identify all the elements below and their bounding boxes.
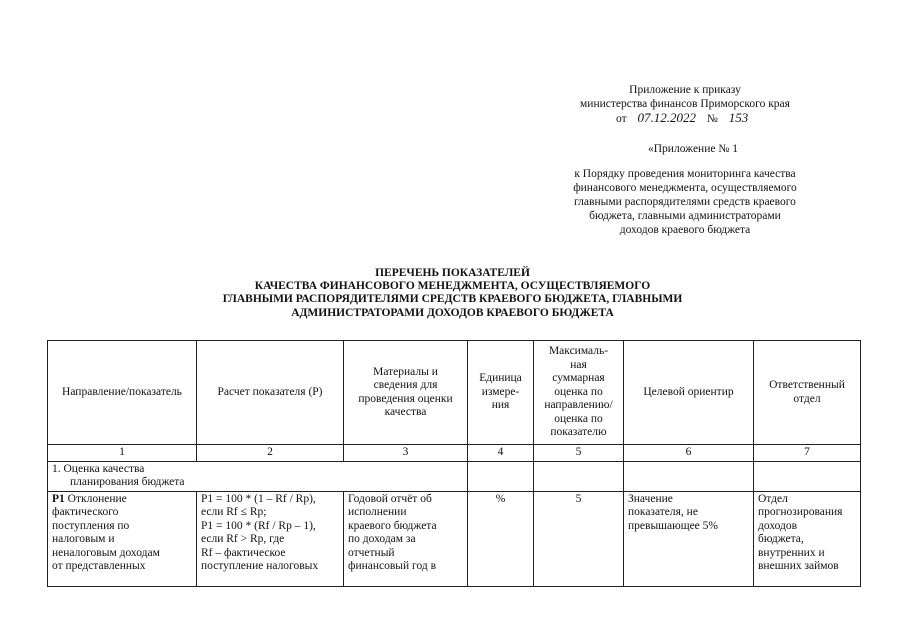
table-row — [48, 491, 861, 586]
order-number: 153 — [728, 110, 749, 125]
column-number: 3 — [344, 445, 468, 462]
from-label: от — [616, 113, 627, 125]
order-date: 07.12.2022 — [637, 110, 696, 125]
materials-cell: Годовой отчёт об исполнении краевого бюджета по доходам за отчетный финансовый год в — [344, 491, 468, 586]
appendix-line-2: министерства финансов Приморского края — [580, 98, 790, 110]
order-reference-line: к Порядку проведения мониторинга качества — [574, 168, 796, 180]
responsible-cell: Отдел прогнозирования доходов бюджета, внутренних и внешних займов — [754, 491, 861, 586]
indicator-cell: Р1 Отклонение фактического поступления по налоговым и неналоговым доходам от представленных — [48, 491, 197, 586]
header-target: Целевой ориентир — [624, 341, 754, 445]
section-title: 1. Оценка качества планирования бюджета — [48, 461, 468, 491]
indicator-code: Р1 — [52, 492, 65, 505]
column-number: 2 — [197, 445, 344, 462]
header-direction: Направление/показатель — [48, 341, 197, 445]
order-reference-line: главными распорядителями средств краевого — [574, 196, 796, 208]
calculation-cell: P1 = 100 * (1 – Rf / Rp), если Rf ≤ Rp; P1 = 100 * (Rf / Rp – 1), если Rf > Rp, где Rf – фактическое поступление налоговых — [197, 491, 344, 586]
order-reference-line: доходов краевого бюджета — [619, 224, 751, 236]
appendix-1-label: «Приложение № 1 — [648, 143, 738, 155]
indicators-table — [47, 340, 861, 587]
title-line: ГЛАВНЫМИ РАСПОРЯДИТЕЛЯМИ СРЕДСТВ КРАЕВОГО БЮДЖЕТА, ГЛАВНЫМИ — [222, 293, 683, 306]
column-number: 5 — [534, 445, 624, 462]
document-title — [180, 267, 725, 320]
header-unit: Единица измере- ния — [468, 341, 534, 445]
column-numbers-row — [48, 445, 861, 462]
column-number: 1 — [48, 445, 197, 462]
appendix-header — [560, 83, 810, 111]
appendix-line-1: Приложение к приказу — [629, 84, 741, 96]
title-line: КАЧЕСТВА ФИНАНСОВОГО МЕНЕДЖМЕНТА, ОСУЩЕСТВЛЯЕМОГО — [254, 280, 651, 293]
max-score-cell: 5 — [534, 491, 624, 586]
target-cell: Значение показателя, не превышающее 5% — [624, 491, 754, 586]
title-line: АДМИНИСТРАТОРАМИ ДОХОДОВ КРАЕВОГО БЮДЖЕТА — [291, 306, 614, 319]
header-max-score: Максималь- ная суммарная оценка по направлению/ оценка по показателю — [534, 341, 624, 445]
table-header-row — [48, 341, 861, 445]
header-calculation: Расчет показателя (Р) — [197, 341, 344, 445]
header-responsible: Ответственный отдел — [754, 341, 861, 445]
column-number: 4 — [468, 445, 534, 462]
order-reference — [555, 167, 815, 237]
column-number: 7 — [754, 445, 861, 462]
order-date-row — [616, 110, 756, 126]
order-reference-line: финансового менеджмента, осуществляемого — [573, 182, 797, 194]
title-line: ПЕРЕЧЕНЬ ПОКАЗАТЕЛЕЙ — [375, 267, 530, 279]
unit-cell: % — [468, 491, 534, 586]
number-label: № — [706, 113, 718, 125]
order-reference-line: бюджета, главными администраторами — [589, 210, 781, 222]
column-number: 6 — [624, 445, 754, 462]
section-row — [48, 461, 861, 491]
header-materials: Материалы и сведения для проведения оценки качества — [344, 341, 468, 445]
